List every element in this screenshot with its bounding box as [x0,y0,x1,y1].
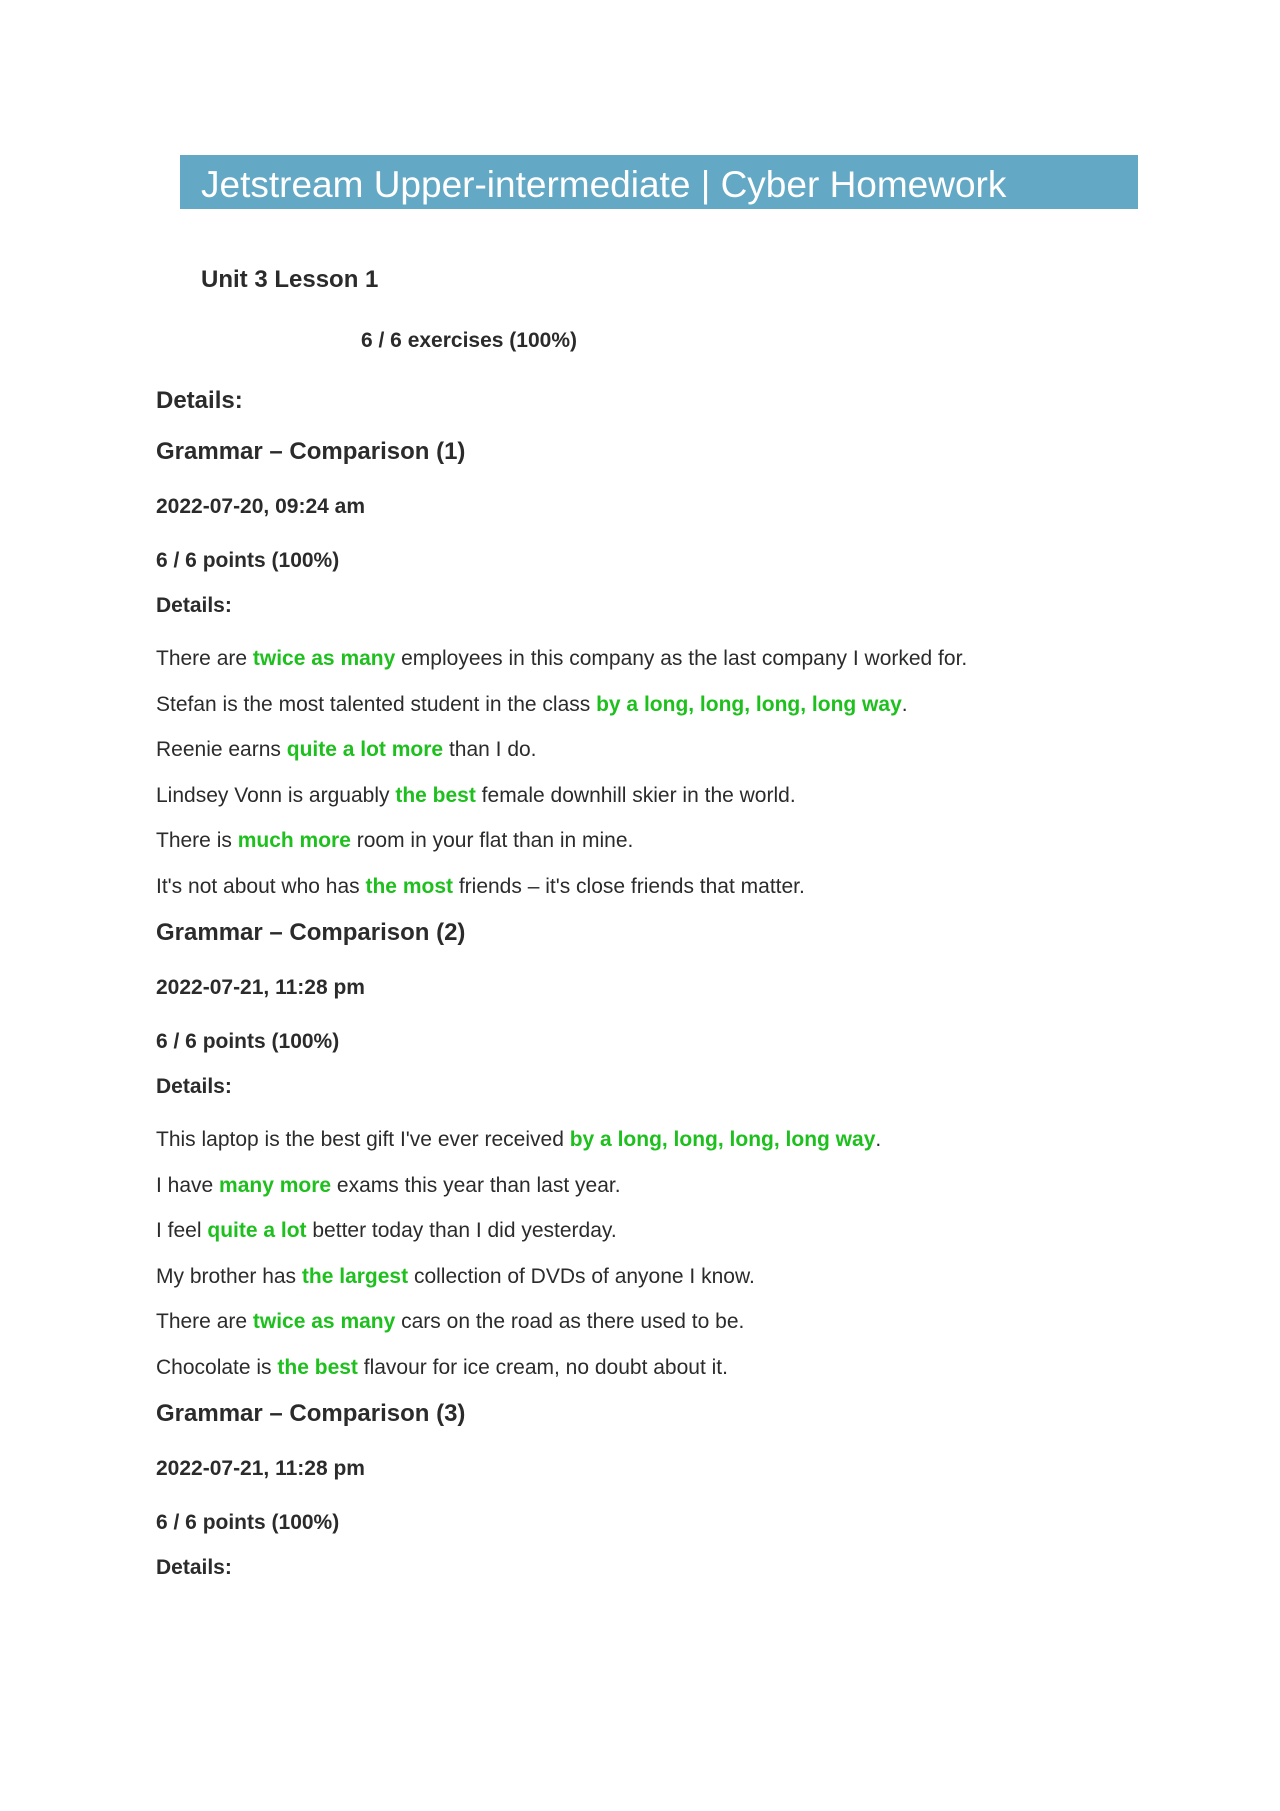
exercise-title: Grammar – Comparison (3) [156,1400,466,1427]
exercise-summary: 6 / 6 exercises (100%) [361,329,577,352]
sentence-text-after: flavour for ice cream, no doubt about it. [357,1355,728,1379]
sentence-text-after: exams this year than last year. [331,1173,621,1197]
sentence-text-before: I feel [156,1219,208,1242]
sentence-text-before: It's not about who has [156,874,366,898]
sentence-row [156,1266,881,1312]
sentence-row [156,876,967,922]
sentence-text-after: . [901,692,908,716]
correct-answer: much more [237,829,351,852]
exercise-date: 2022-07-21, 11:28 pm [156,1457,365,1480]
sentence-row [156,1311,881,1357]
sentence-list [156,1129,881,1402]
correct-answer: many more [219,1173,332,1197]
sentence-text-after: employees in this company as the last company I worked for. [395,647,968,670]
sentence-text-after: room in your flat than in mine. [350,829,634,852]
sentence-row [156,739,967,785]
sentence-text-before: I have [156,1173,220,1197]
sentence-row [156,648,967,694]
sentence-text-before: Stefan is the most talented student in the class [156,692,597,716]
sentence-text-before: Lindsey Vonn is arguably [156,783,396,807]
correct-answer: twice as many [252,647,396,670]
sentence-row [156,1175,881,1221]
exercise-points: 6 / 6 points (100%) [156,1030,340,1053]
exercise-details-label: Details: [156,1075,232,1098]
correct-answer: the best [395,783,476,807]
sentence-row [156,785,967,831]
sentence-row [156,830,967,876]
sentence-row [156,694,967,740]
exercise-details-label: Details: [156,594,232,617]
sentence-text-before: There are [156,647,253,670]
sentence-text-before: Chocolate is [156,1355,278,1379]
exercise-details-label: Details: [156,1556,232,1579]
sentence-row [156,1129,881,1175]
exercise-title: Grammar – Comparison (1) [156,438,466,465]
sentence-text-before: Reenie earns [156,738,287,761]
sentence-text-after: cars on the road as there used to be. [395,1310,745,1333]
sentence-list [156,648,967,921]
correct-answer: the largest [301,1264,409,1288]
sentence-text-after: than I do. [443,738,537,761]
sentence-text-before: My brother has [156,1264,302,1288]
page-title: Jetstream Upper-intermediate | Cyber Homework [201,164,1007,205]
correct-answer: the best [277,1355,358,1379]
exercise-points: 6 / 6 points (100%) [156,549,340,572]
unit-title: Unit 3 Lesson 1 [201,266,379,293]
sentence-row [156,1220,881,1266]
sentence-text-after: female downhill skier in the world. [475,783,796,807]
sentence-text-after: . [875,1128,882,1151]
sentence-text-before: This laptop is the best gift I've ever received [156,1128,570,1151]
sentence-text-after: collection of DVDs of anyone I know. [408,1264,755,1288]
exercise-points: 6 / 6 points (100%) [156,1511,340,1534]
sentence-row [156,1357,881,1403]
sentence-text-before: There is [156,829,238,852]
correct-answer: by a long, long, long, long way [596,692,902,716]
exercise-date: 2022-07-21, 11:28 pm [156,976,365,999]
header-banner [180,155,1138,209]
sentence-text-after: better today than I did yesterday. [306,1219,617,1242]
correct-answer: quite a lot more [286,738,444,761]
sentence-text-after: friends – it's close friends that matter. [453,874,805,898]
exercise-date: 2022-07-20, 09:24 am [156,495,365,518]
correct-answer: twice as many [252,1310,396,1333]
sentence-text-before: There are [156,1310,253,1333]
correct-answer: quite a lot [207,1219,307,1242]
details-heading: Details: [156,387,243,414]
exercise-title: Grammar – Comparison (2) [156,919,466,946]
correct-answer: by a long, long, long, long way [569,1128,876,1151]
correct-answer: the most [365,874,453,898]
